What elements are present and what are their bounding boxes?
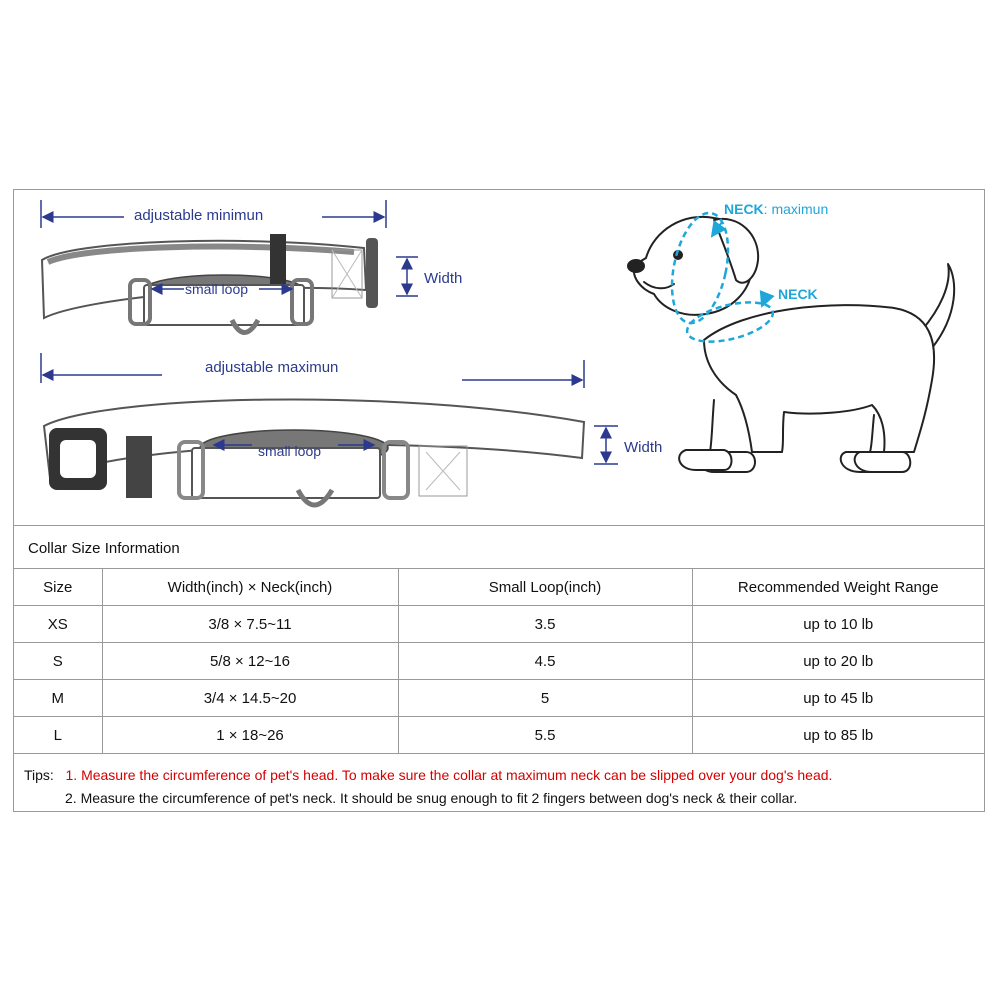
tip-line-1 — [24, 764, 832, 787]
cell-weight: up to 85 lb — [692, 717, 984, 754]
size-chart-frame — [13, 189, 985, 812]
cell-size: M — [14, 680, 102, 717]
tips-label: Tips: — [24, 767, 54, 783]
section-title: Collar Size Information — [28, 540, 180, 557]
header-loop: Small Loop(inch) — [398, 569, 692, 606]
cell-weight: up to 10 lb — [692, 606, 984, 643]
small-loop-label-bottom: small loop — [258, 443, 322, 459]
header-dims: Width(inch) × Neck(inch) — [102, 569, 398, 606]
tip-line-2 — [65, 787, 797, 810]
cell-dims: 5/8 × 12~16 — [102, 643, 398, 680]
cell-loop: 5 — [398, 680, 692, 717]
table-row — [14, 717, 984, 754]
cell-dims: 1 × 18~26 — [102, 717, 398, 754]
cell-loop: 4.5 — [398, 643, 692, 680]
width-arrow-top — [396, 257, 418, 296]
width-label-bottom: Width — [624, 439, 663, 456]
small-loop-label-top: small loop — [185, 281, 249, 297]
cell-loop: 5.5 — [398, 717, 692, 754]
header-size: Size — [14, 569, 102, 606]
cell-loop: 3.5 — [398, 606, 692, 643]
neck-max-suffix: : maximun — [763, 201, 829, 217]
cell-dims: 3/4 × 14.5~20 — [102, 680, 398, 717]
neck-max-label — [724, 201, 828, 217]
table-row — [14, 606, 984, 643]
cell-weight: up to 20 lb — [692, 643, 984, 680]
illustration-area — [14, 190, 984, 525]
width-arrow-bottom — [594, 426, 618, 464]
table-header-row — [14, 569, 984, 606]
cell-size: S — [14, 643, 102, 680]
cell-dims: 3/8 × 7.5~11 — [102, 606, 398, 643]
header-weight: Recommended Weight Range — [692, 569, 984, 606]
tip-1-text: 1. Measure the circumference of pet's head. To make sure the collar at maximum neck can be slipped over your dog's head. — [65, 767, 833, 783]
cell-size: XS — [14, 606, 102, 643]
neck-label: NECK — [778, 286, 818, 302]
width-label-top: Width — [424, 270, 463, 287]
cell-weight: up to 45 lb — [692, 680, 984, 717]
table-row — [14, 680, 984, 717]
size-table — [14, 569, 984, 754]
neck-max-prefix: NECK — [724, 201, 764, 217]
adjustable-max-label: adjustable maximun — [205, 359, 339, 376]
table-row — [14, 643, 984, 680]
cell-size: L — [14, 717, 102, 754]
section-title-row — [14, 525, 984, 569]
adjustable-min-label: adjustable minimun — [134, 207, 264, 224]
tip-2-text: 2. Measure the circumference of pet's neck. It should be snug enough to fit 2 fingers between dog's neck & their collar. — [65, 790, 798, 806]
collar-dog-illustration — [14, 190, 984, 525]
